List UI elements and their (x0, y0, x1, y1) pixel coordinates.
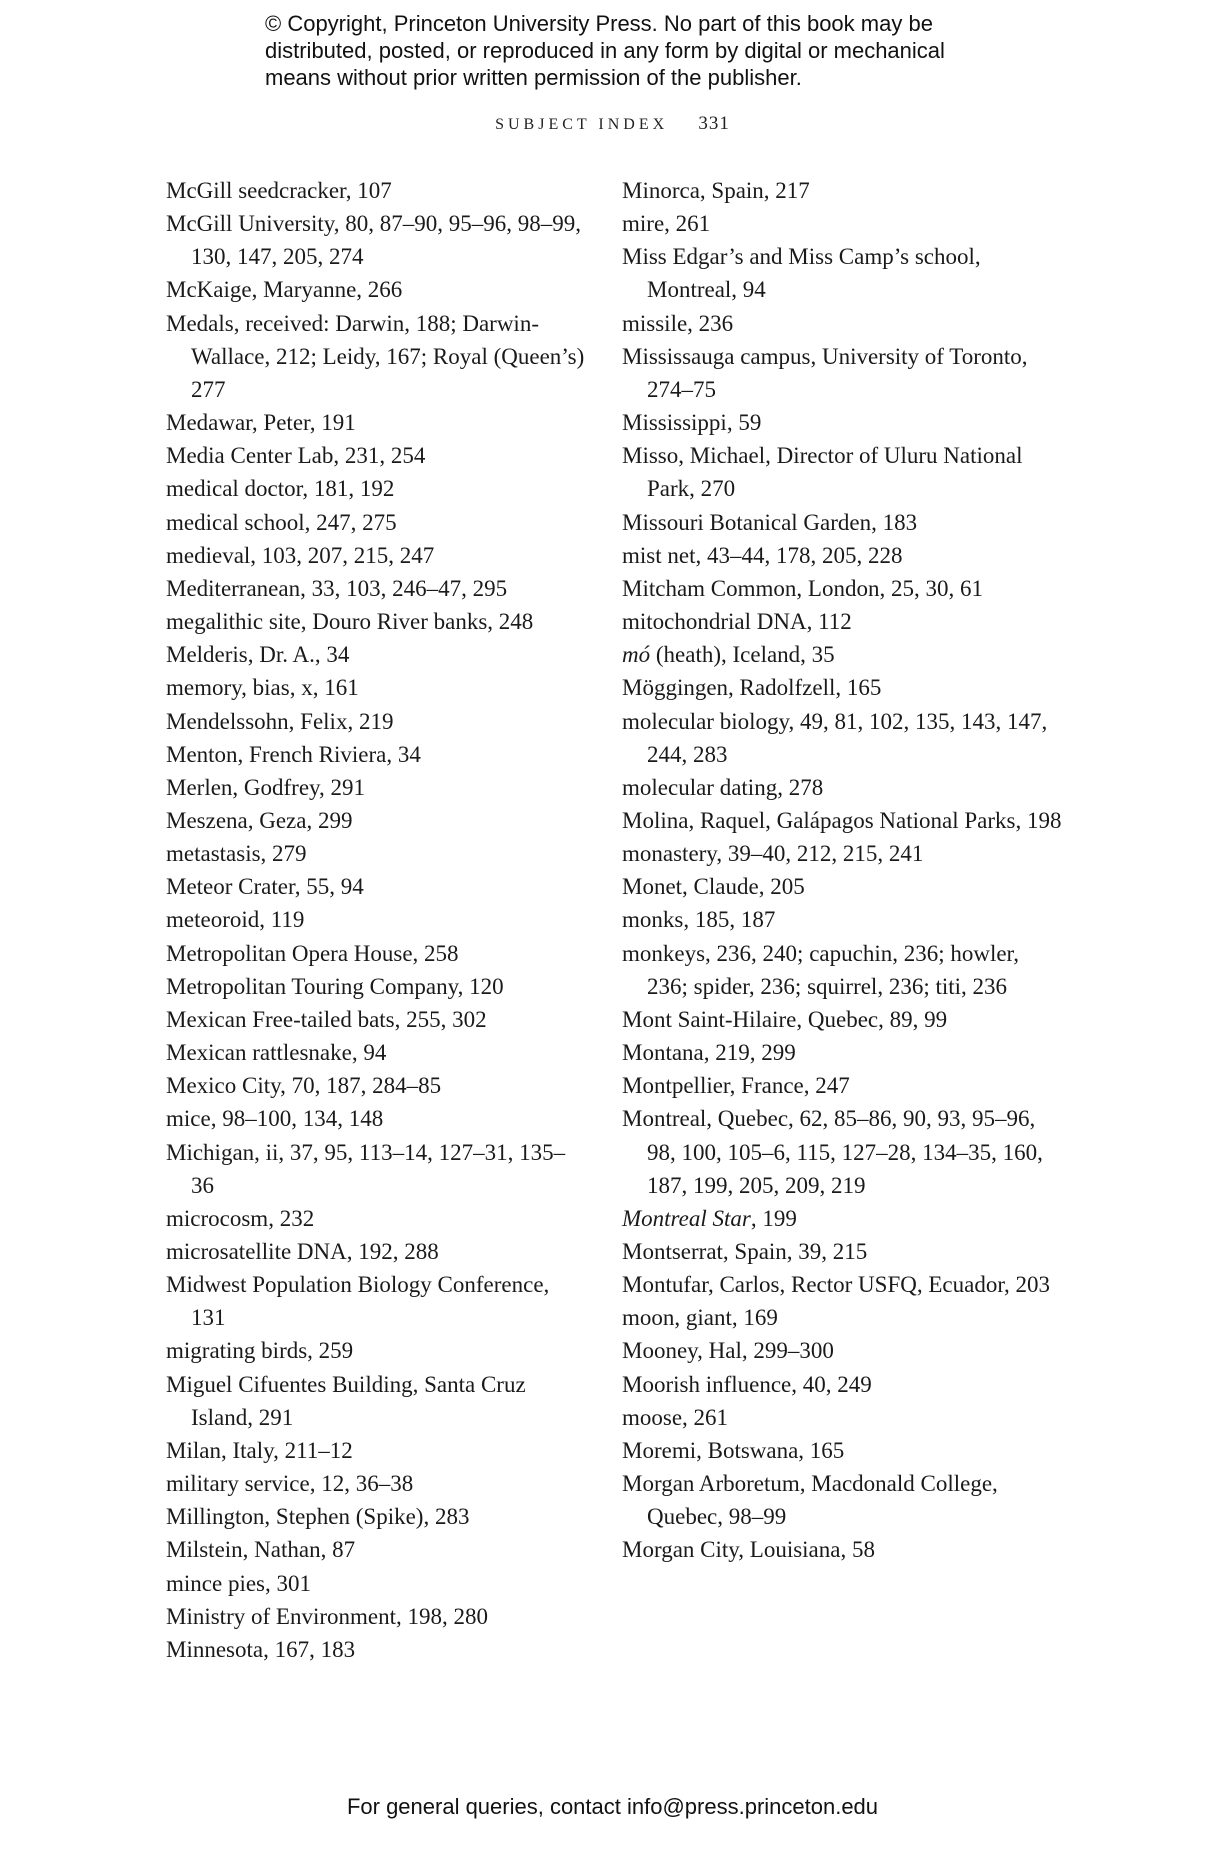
index-entry: Misso, Michael, Director of Uluru National Park, 270 (622, 443, 1023, 502)
index-entry: Metropolitan Touring Company, 120 (166, 973, 504, 999)
index-entry: Montreal, Quebec, 62, 85–86, 90, 93, 95–96, 98, 100, 105–6, 115, 127–28, 134–35, 160, 187, 199, 205, 209, 219 (622, 1106, 1043, 1198)
index-entry: monkeys, 236, 240; capuchin, 236; howler, 236; spider, 236; squirrel, 236; titi, 236 (622, 940, 1020, 999)
index-entry: Media Center Lab, 231, 254 (166, 443, 426, 469)
index-entry: medieval, 103, 207, 215, 247 (166, 542, 435, 568)
index-entry: Meszena, Geza, 299 (166, 807, 353, 833)
index-entry: mire, 261 (622, 211, 711, 237)
index-entry: Montana, 219, 299 (622, 1040, 796, 1066)
index-entry: Morgan City, Louisiana, 58 (622, 1537, 875, 1563)
running-head (0, 113, 1225, 135)
copyright-line: distributed, posted, or reproduced in any form by digital or mechanical (265, 38, 945, 63)
index-entry: Mexican rattlesnake, 94 (166, 1040, 387, 1066)
italic-term: mó (622, 642, 651, 668)
index-entry: Mediterranean, 33, 103, 246–47, 295 (166, 575, 508, 601)
index-entry: Moremi, Botswana, 165 (622, 1437, 845, 1463)
index-entry: Montserrat, Spain, 39, 215 (622, 1239, 868, 1264)
index-entry: Michigan, ii, 37, 95, 113–14, 127–31, 135–36 (166, 1139, 566, 1198)
index-entry: mist net, 43–44, 178, 205, 228 (622, 542, 903, 568)
index-entry: Melderis, Dr. A., 34 (166, 642, 350, 668)
index-entry: Milan, Italy, 211–12 (166, 1437, 353, 1463)
index-entry: microcosm, 232 (166, 1205, 315, 1231)
page-number: 331 (698, 113, 730, 134)
index-entry: molecular biology, 49, 81, 102, 135, 143, 147, 244, 283 (622, 708, 1048, 767)
index-entry: Minnesota, 167, 183 (166, 1636, 356, 1662)
footer-contact: For general queries, contact info@press.princeton.edu (346, 1794, 879, 1819)
index-entry: Mississippi, 59 (622, 410, 762, 436)
index-entry (622, 638, 1062, 671)
index-entry: Moorish influence, 40, 249 (622, 1371, 872, 1397)
index-entry: Mooney, Hal, 299–300 (622, 1338, 834, 1364)
index-entry: mince pies, 301 (166, 1570, 311, 1596)
index-entry: meteoroid, 119 (166, 907, 305, 933)
index-entry: Ministry of Environment, 198, 280 (166, 1603, 488, 1629)
entry-text: , 199 (750, 1205, 797, 1231)
index-entry: McGill University, 80, 87–90, 95–96, 98–99, 130, 147, 205, 274 (166, 211, 582, 270)
index-entry: Miguel Cifuentes Building, Santa Cruz Island, 291 (166, 1371, 526, 1430)
index-entry: Meteor Crater, 55, 94 (166, 874, 364, 900)
copyright-notice (265, 10, 1025, 91)
index-column-right (622, 174, 1062, 1567)
index-entry: memory, bias, x, 161 (166, 675, 359, 701)
index-entry: Missouri Botanical Garden, 183 (622, 509, 918, 535)
copyright-line: means without prior written permission of the publisher. (265, 65, 802, 90)
italic-term: Montreal Star (622, 1205, 751, 1231)
index-entry: monks, 185, 187 (622, 907, 776, 933)
index-column-left (166, 174, 586, 1666)
index-entry: Mexican Free-tailed bats, 255, 302 (166, 1006, 487, 1032)
index-entry: molecular dating, 278 (622, 774, 824, 800)
index-entry (622, 1202, 1062, 1235)
index-entry: Möggingen, Radolfzell, 165 (622, 675, 882, 701)
entry-text: (heath), Iceland, 35 (650, 642, 835, 668)
running-head-title: SUBJECT INDEX (495, 116, 669, 133)
index-entry: Mitcham Common, London, 25, 30, 61 (622, 575, 983, 601)
index-entry: Menton, French Riviera, 34 (166, 741, 421, 767)
index-entry: Morgan Arboretum, Macdonald College, Quebec, 98–99 (622, 1471, 998, 1530)
index-entry: Montpellier, France, 247 (622, 1073, 850, 1099)
index-entry: Medawar, Peter, 191 (166, 410, 356, 436)
index-entry: Montufar, Carlos, Rector USFQ, Ecuador, 203 (622, 1272, 1051, 1298)
index-entry: mice, 98–100, 134, 148 (166, 1106, 384, 1132)
index-entry: Medals, received: Darwin, 188; Darwin-Wallace, 212; Leidy, 167; Royal (Queen’s) 277 (166, 310, 585, 402)
index-entry: Molina, Raquel, Galápagos National Parks, 198 (622, 807, 1062, 833)
index-entry: Minorca, Spain, 217 (622, 178, 810, 203)
index-entry: Mexico City, 70, 187, 284–85 (166, 1073, 442, 1099)
index-entry: medical school, 247, 275 (166, 509, 397, 535)
index-entry: Mississauga campus, University of Toronto, 274–75 (622, 343, 1028, 402)
index-entry: missile, 236 (622, 310, 734, 336)
index-entry: Milstein, Nathan, 87 (166, 1537, 356, 1563)
index-entry: Monet, Claude, 205 (622, 874, 805, 900)
index-entry: megalithic site, Douro River banks, 248 (166, 609, 534, 635)
index-entry: Millington, Stephen (Spike), 283 (166, 1504, 470, 1530)
index-entry: medical doctor, 181, 192 (166, 476, 395, 502)
index-entry: Mendelssohn, Felix, 219 (166, 708, 394, 734)
index-entry: McKaige, Maryanne, 266 (166, 277, 403, 303)
index-entry: moose, 261 (622, 1404, 729, 1430)
index-entry: moon, giant, 169 (622, 1305, 778, 1331)
index-entry: Merlen, Godfrey, 291 (166, 774, 366, 800)
index-entry: monastery, 39–40, 212, 215, 241 (622, 841, 924, 867)
index-entry: migrating birds, 259 (166, 1338, 354, 1364)
copyright-line: © Copyright, Princeton University Press. No part of this book may be (265, 11, 933, 36)
index-entry: Miss Edgar’s and Miss Camp’s school, Montreal, 94 (622, 244, 981, 303)
index-entry: Midwest Population Biology Conference, 131 (166, 1272, 550, 1331)
index-entry: mitochondrial DNA, 112 (622, 609, 852, 635)
index-entry: microsatellite DNA, 192, 288 (166, 1239, 439, 1264)
index-entry: McGill seedcracker, 107 (166, 178, 392, 203)
index-entry: military service, 12, 36–38 (166, 1471, 414, 1497)
index-entry: Metropolitan Opera House, 258 (166, 940, 459, 966)
index-entry: metastasis, 279 (166, 841, 307, 867)
index-entry: Mont Saint-Hilaire, Quebec, 89, 99 (622, 1006, 948, 1032)
